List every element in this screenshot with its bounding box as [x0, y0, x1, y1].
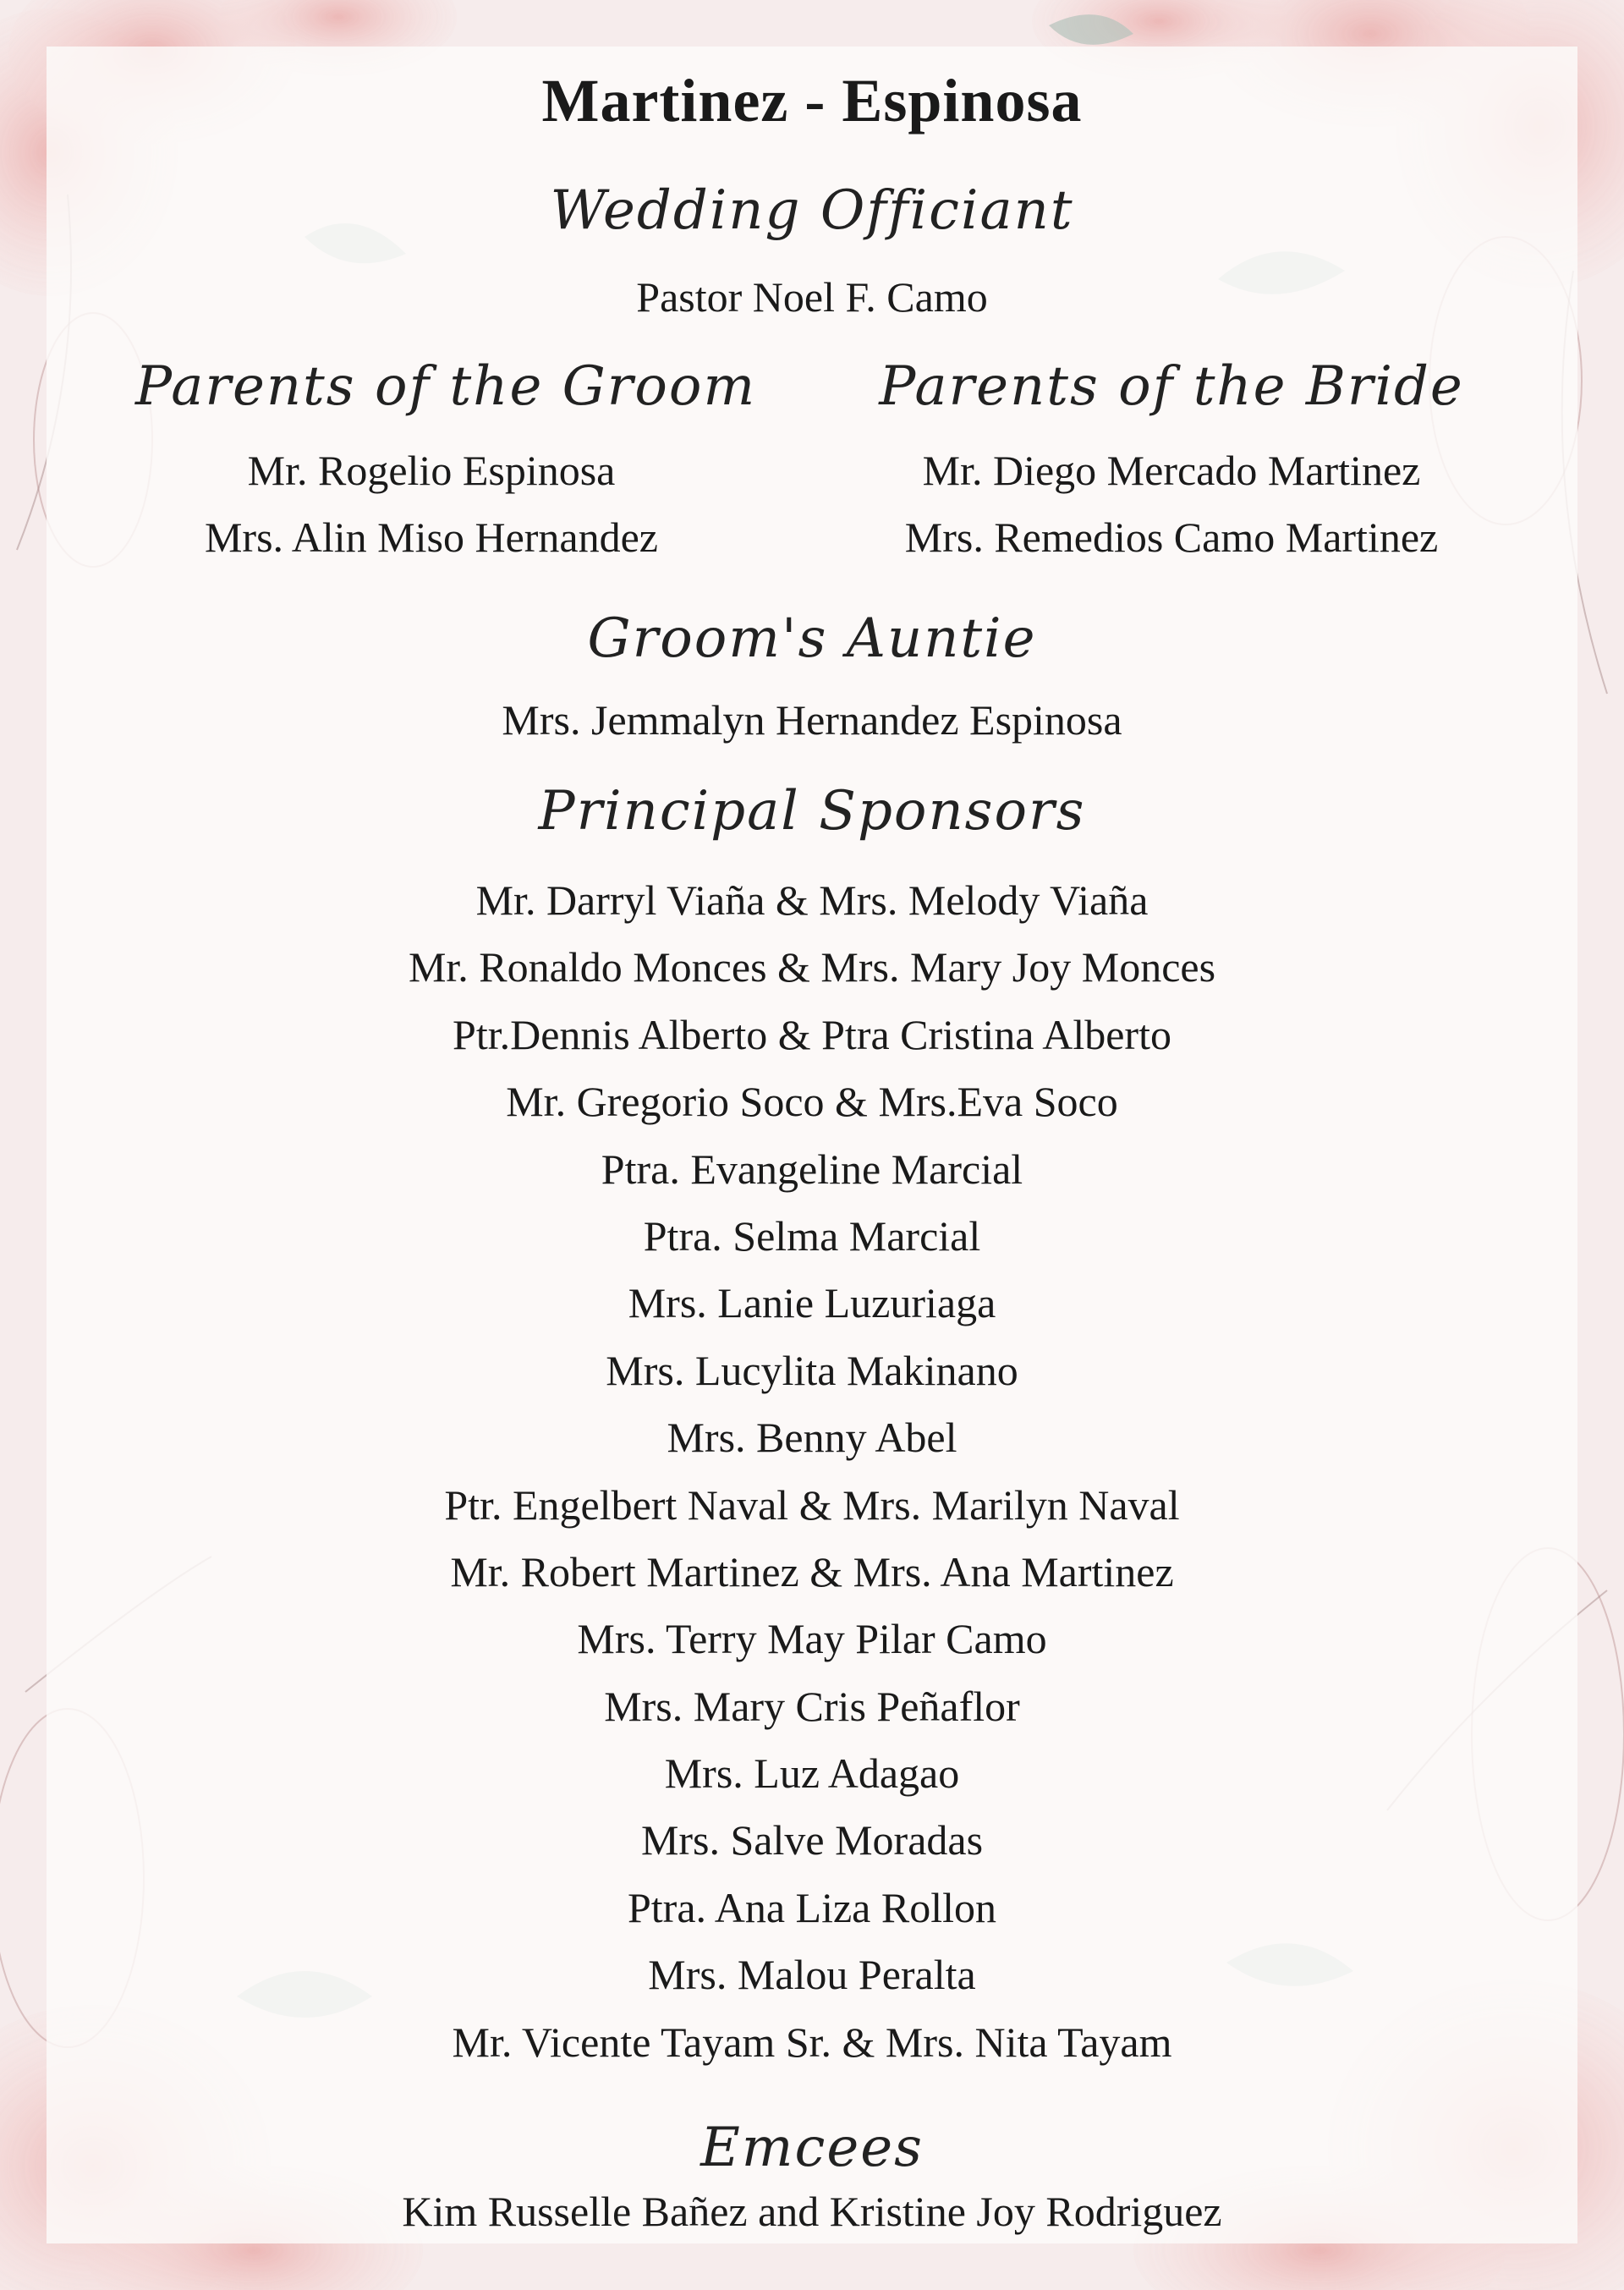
- sponsors-list: [0, 867, 1624, 2076]
- sponsor-item: Mrs. Lucylita Makinano: [606, 1346, 1018, 1394]
- sponsor-item: Ptra. Selma Marcial: [643, 1211, 981, 1260]
- sponsor-item: Mrs. Benny Abel: [667, 1414, 957, 1462]
- groom-parents-heading: Parents of the Groom: [135, 355, 757, 418]
- sponsor-item: Mrs. Mary Cris Peñaflor: [604, 1682, 1020, 1730]
- sponsors-heading: Principal Sponsors: [538, 780, 1086, 843]
- sponsor-item: Mr. Vicente Tayam Sr. & Mrs. Nita Tayam: [452, 2018, 1172, 2066]
- sponsor-item: Mr. Darryl Viaña & Mrs. Melody Viaña: [475, 876, 1149, 924]
- sponsor-item: Mr. Ronaldo Monces & Mrs. Mary Joy Monces: [408, 943, 1216, 991]
- emcees-names: Kim Russelle Bañez and Kristine Joy Rodriguez: [402, 2188, 1222, 2235]
- officiant-heading: Wedding Officiant: [550, 179, 1074, 242]
- auntie-heading: Groom's Auntie: [587, 607, 1037, 670]
- sponsor-item: Mrs. Lanie Luzuriaga: [628, 1279, 996, 1327]
- sponsor-item: Mrs. Terry May Pilar Camo: [577, 1615, 1047, 1663]
- sponsor-item: Ptr. Engelbert Naval & Mrs. Marilyn Naval: [444, 1480, 1180, 1529]
- bride-mother: Mrs. Remedios Camo Martinez: [904, 513, 1439, 561]
- sponsor-item: Ptra. Evangeline Marcial: [601, 1145, 1023, 1193]
- groom-father: Mr. Rogelio Espinosa: [247, 447, 616, 494]
- sponsor-item: Ptra. Ana Liza Rollon: [627, 1883, 997, 1931]
- officiant-name: Pastor Noel F. Camo: [636, 273, 988, 321]
- sponsor-item: Mrs. Malou Peralta: [648, 1951, 976, 1999]
- sponsor-item: Mrs. Salve Moradas: [640, 1816, 984, 1864]
- sponsor-item: Ptr.Dennis Alberto & Ptra Cristina Alberto: [453, 1010, 1171, 1058]
- emcees-heading: Emcees: [700, 2117, 924, 2179]
- sponsor-item: Mr. Gregorio Soco & Mrs.Eva Soco: [506, 1078, 1118, 1126]
- groom-mother: Mrs. Alin Miso Hernandez: [204, 513, 659, 561]
- bride-father: Mr. Diego Mercado Martinez: [922, 447, 1421, 494]
- sponsor-item: Mr. Robert Martinez & Mrs. Ana Martinez: [450, 1547, 1174, 1595]
- couple-title: Martinez - Espinosa: [541, 67, 1083, 135]
- bride-parents-heading: Parents of the Bride: [879, 355, 1464, 418]
- sponsor-item: Mrs. Luz Adagao: [664, 1749, 960, 1798]
- auntie-name: Mrs. Jemmalyn Hernandez Espinosa: [502, 696, 1122, 744]
